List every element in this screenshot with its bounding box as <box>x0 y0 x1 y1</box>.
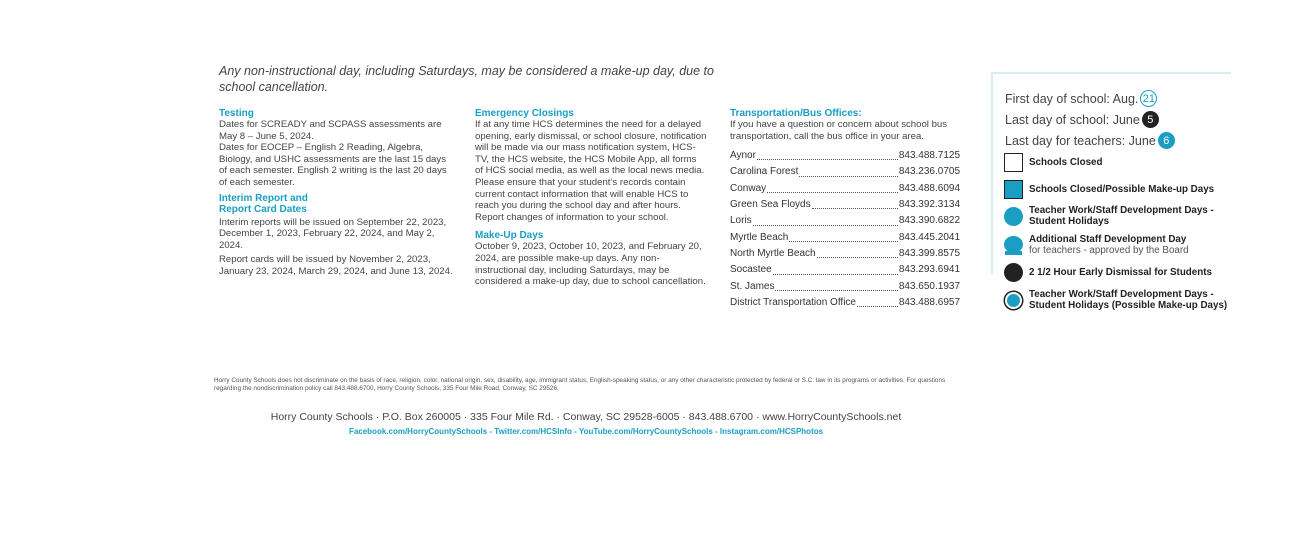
interim-heading-line-1: Interim Report and <box>219 192 308 204</box>
last-day-line <box>1005 111 1159 128</box>
bus-office-row <box>730 295 960 311</box>
nondiscrimination-disclaimer: Horry County Schools does not discriminate on the basis of race, religion, color, national origin, sex, disability, age, immigrant status, English-speaking status, or any other characteristic protected by federal or S.C. law in its programs or activities. For questions regarding the nondiscrimination policy call 843.488.6700, Horry County Schools, 335 Four Mile Road, Conway, SC 29526. <box>214 377 946 393</box>
bus-office-row <box>730 181 960 197</box>
emergency-column <box>475 108 707 288</box>
bus-office-name: Aynor <box>730 150 756 162</box>
legend-teacher-makeup-line-1: Teacher Work/Staff Development Days - <box>1029 289 1214 300</box>
bus-office-row <box>730 246 960 262</box>
bus-office-phone: 843.293.6941 <box>898 264 960 276</box>
first-day-label: First day of school: Aug. <box>1005 91 1139 106</box>
bus-office-name: Conway <box>730 182 767 194</box>
last-day-label: Last day of school: June <box>1005 112 1140 127</box>
bus-office-name: Carolina Forest <box>730 166 799 178</box>
bus-office-phone: 843.488.7125 <box>898 150 960 162</box>
empty-square-icon <box>1004 153 1023 172</box>
filled-square-icon <box>1004 180 1023 199</box>
bus-office-name: Green Sea Floyds <box>730 199 811 211</box>
makeup-intro-note: Any non-instructional day, including Saturdays, may be considered a make-up day, due to school cancellation. <box>219 64 714 94</box>
first-day-line <box>1005 90 1157 107</box>
calendar-legend <box>991 72 1231 311</box>
legend-closed-makeup-label: Schools Closed/Possible Make-up Days <box>1029 184 1215 195</box>
bus-office-phone: 843.650.1937 <box>898 280 960 292</box>
makeup-heading: Make-Up Days <box>475 230 544 242</box>
legend-early-dismissal <box>1004 263 1212 282</box>
first-day-number: 21 <box>1140 90 1157 107</box>
legend-early-dismissal-label: 2 1/2 Hour Early Dismissal for Students <box>1029 267 1212 278</box>
bus-office-name: Myrtle Beach <box>730 231 789 243</box>
legend-teacher-work-line-2: Student Holidays <box>1029 216 1110 227</box>
bus-office-row <box>730 164 960 180</box>
transport-column <box>730 108 960 311</box>
teal-pin-icon <box>1004 236 1023 255</box>
testing-column <box>219 108 454 278</box>
bus-office-row <box>730 230 960 246</box>
social-media-links[interactable]: Facebook.com/HorryCountySchools - Twitter.com/HCSInfo - YouTube.com/HorryCountySchools - Instagram.com/HCSPhotos <box>348 427 824 436</box>
interim-paragraph-2: Report cards will be issued by November 2, 2023, January 23, 2024, March 29, 2024, and June 13, 2024. <box>219 254 453 277</box>
testing-heading: Testing <box>219 108 254 119</box>
bus-office-name: North Myrtle Beach <box>730 247 816 259</box>
bus-office-phone: 843.445.2041 <box>898 231 960 243</box>
teachers-last-day-number: 6 <box>1158 132 1175 149</box>
legend-additional-line-2: for teachers - approved by the Board <box>1029 245 1189 256</box>
interim-paragraph-1: Interim reports will be issued on September 22, 2023, December 1, 2023, February 22, 2024, and May 2, 2024. <box>219 216 447 251</box>
teal-circle-icon <box>1004 207 1023 226</box>
bus-office-name: Socastee <box>730 264 772 276</box>
transport-heading: Transportation/Bus Offices: <box>730 108 862 119</box>
teachers-last-day-line <box>1005 132 1175 149</box>
ringed-teal-circle-icon <box>1005 292 1022 309</box>
legend-additional-staff <box>1004 234 1189 256</box>
teachers-last-day-label: Last day for teachers: June <box>1005 133 1156 148</box>
testing-paragraph-2: Dates for EOCEP – English 2 Reading, Algebra, Biology, and USHC assessments are the last 15 days of each semester. English 2 writing is the last 20 days of each semester. <box>219 142 447 188</box>
bus-office-phone: 843.390.6822 <box>898 215 960 227</box>
transport-intro: If you have a question or concern about school bus transportation, call the bus office in your area. <box>730 119 948 142</box>
interim-heading-line-2: Report Card Dates <box>219 203 307 215</box>
makeup-paragraph: October 9, 2023, October 10, 2023, and February 20, 2024, are possible make-up days. Any non-instructional day, including Saturdays, may be considered a make-up day, due to school cancellation. <box>475 241 706 288</box>
bus-office-name: District Transportation Office <box>730 296 856 308</box>
district-contact-line: Horry County Schools · P.O. Box 260005 · 335 Four Mile Rd. · Conway, SC 29528-6005 · 843.488.6700 · www.HorryCountySchools.net <box>270 411 902 423</box>
legend-teacher-work <box>1004 205 1214 227</box>
legend-teacher-makeup-line-2: Student Holidays (Possible Make-up Days) <box>1029 300 1228 311</box>
emergency-heading: Emergency Closings <box>475 108 574 119</box>
bus-office-row <box>730 213 960 229</box>
bus-office-name: St. James <box>730 280 775 292</box>
legend-additional-line-1: Additional Staff Development Day <box>1029 234 1187 245</box>
bus-office-row <box>730 148 960 164</box>
bus-office-list <box>730 148 960 311</box>
legend-schools-closed-label: Schools Closed <box>1029 157 1103 168</box>
bus-office-phone: 843.488.6094 <box>898 182 960 194</box>
legend-teacher-makeup <box>1004 289 1227 311</box>
last-day-number: 5 <box>1142 111 1159 128</box>
legend-schools-closed <box>1004 153 1103 172</box>
bus-office-row <box>730 262 960 278</box>
bus-office-phone: 843.392.3134 <box>898 199 960 211</box>
bus-office-phone: 843.399.8575 <box>898 247 960 259</box>
bus-office-row <box>730 197 960 213</box>
legend-closed-makeup <box>1004 180 1214 199</box>
bus-office-phone: 843.236.0705 <box>898 166 960 178</box>
bus-office-row <box>730 279 960 295</box>
legend-teacher-work-line-1: Teacher Work/Staff Development Days - <box>1029 205 1214 216</box>
emergency-paragraph: If at any time HCS determines the need for a delayed opening, early dismissal, or school closure, notification will be made via our mass notification system, HCS-TV, the HCS website, the HCS Mobile App, all forms of HCS social media, as well as the local news media. Please ensure that your student’s records contain current contact information that will enable HCS to reach you during the school day and after hours. Report changes of information to your school. <box>475 119 707 223</box>
black-circle-icon <box>1004 263 1023 282</box>
testing-paragraph-1: Dates for SCREADY and SCPASS assessments are May 8 – June 5, 2024. <box>219 119 442 142</box>
bus-office-phone: 843.488.6957 <box>898 296 960 308</box>
bus-office-name: Loris <box>730 215 752 227</box>
